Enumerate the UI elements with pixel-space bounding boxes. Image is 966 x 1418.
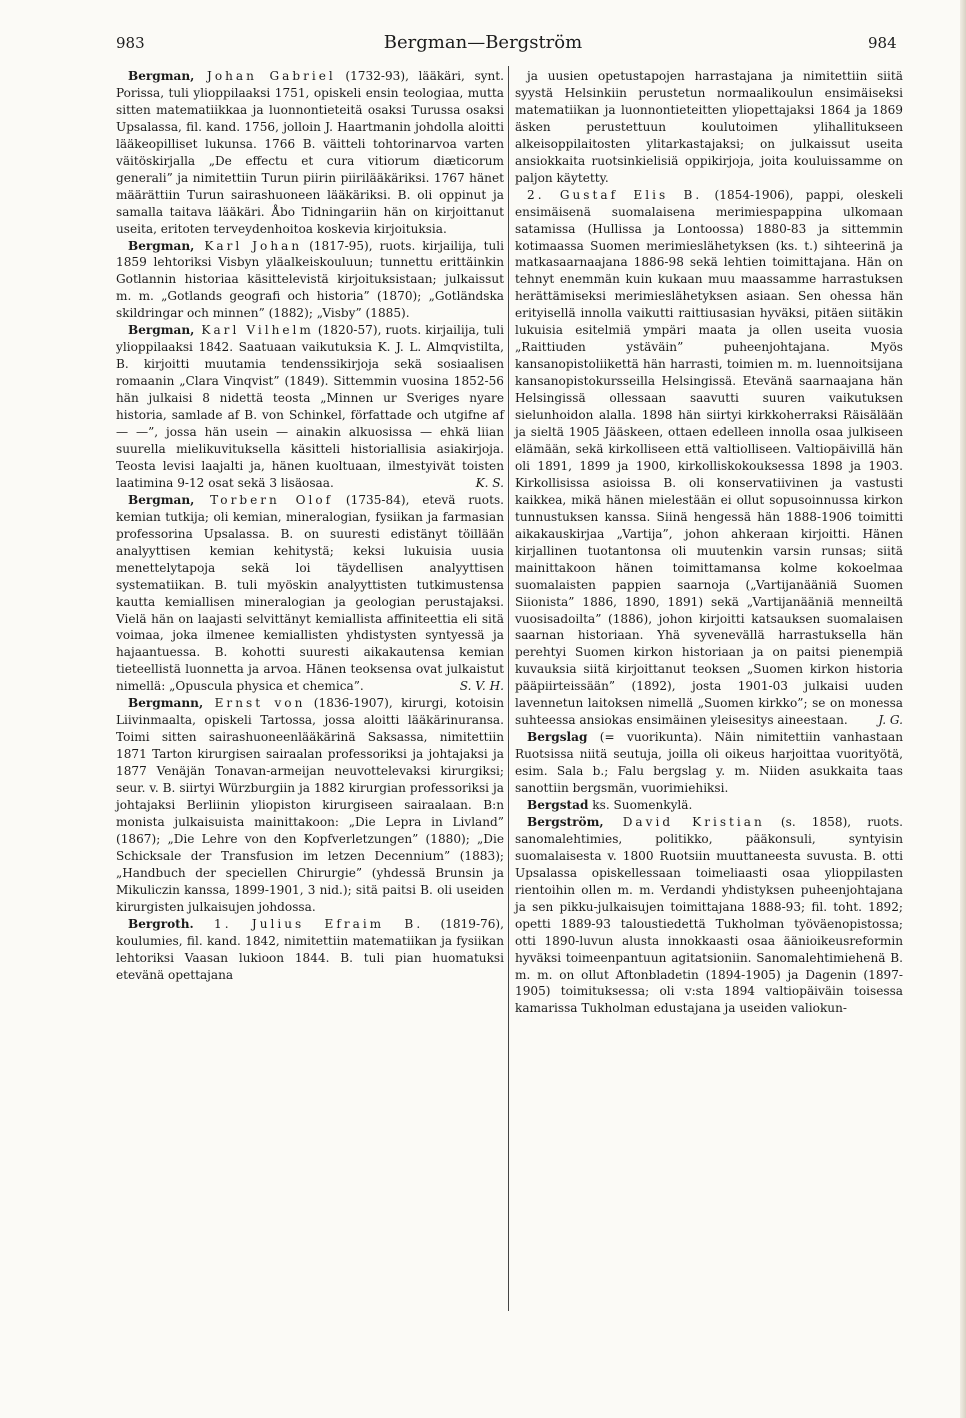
right-entry [515, 187, 903, 730]
entry-text: (= vuorikunta). Näin nimitettiin vanhastaan Ruotsissa niitä seutuja, joilla oli oikeus harjoittaa vuorityötä, esim. Sala b.; Falu bergslag y. m. Niiden asukkaita taas sanottiin bergsmän, vuorimiehiksi. [515, 730, 903, 796]
entry-text: (1735-84), etevä ruots. kemian tutkija; oli kemian, mineralogian, fysiikan ja farmasian professorina Upsalassa. B. on suuresti edistänyt töillään analyyttisen kemian kehitystä; keksi lukuisia uusia menettelytapoja sekä loi täydellisen analyyttisen systematiikan. B. tuli myöskin analyyttisten tutkimustensa kautta kemiallisen mineralogian ja geologian perustajaksi. Vielä hän on laajasti selvittänyt kemiallista affiniteettia eli sitä voimaa, joka ilmenee kemiallisten yhdistysten syntyessä ja hajaantuessa. B. kohotti suuresti aikakautensa kemian tieteellistä luonnetta ja arvoa. Hänen teoksensa ovat julkaistut nimellä: „Opuscula physica et chemica”. [116, 492, 505, 694]
left-entry [116, 322, 504, 492]
headword: Bergman, [128, 323, 195, 338]
right-entry [515, 729, 903, 797]
left-entry [116, 68, 504, 238]
right-entry [515, 797, 903, 814]
author-signature: K. S. [475, 475, 504, 490]
spaced-name: 1. Julius Efraim B. [193, 916, 424, 931]
page-number-left: 983 [116, 34, 145, 52]
right-entry [515, 814, 903, 1017]
headword: Bergmann, [128, 696, 204, 711]
page-header [0, 34, 966, 58]
page-number-right: 984 [868, 34, 897, 52]
entry-text: ja uusien opetustapojen harrastajana ja nimitettiin siitä syystä Helsinkiin perustetun normaalikoulun ensimäiseksi matematiikan ja luonnontieteitten yliopettajaksi 1864 ja 1869 äsken perustettuun koulutoimen ylihallitukseen alkeisoppilaitosten ylitarkastajaksi; on julkaissut useita ansiokkaita ruotsinkielisiä oppikirjoja, joita kouluissamme on paljon käytetty. [515, 69, 903, 185]
author-signature: J. G. [878, 713, 903, 728]
right-column [515, 68, 903, 1017]
entry-text: (1836-1907), kirurgi, kotoisin Liivinmaalta, opiskeli Tartossa, jossa aloitti lääkärinuransa. Toimi sitten sairashuoneenlääkärinä Saksassa, nimitettiin 1871 Tarton kirurgisen sairaalan professoriksi ja johtajaksi ja 1877 Venäjän Tonavan-armeijan neuvottelevaksi kirurgiksi; seur. v. B. siirtyi Würzburgiin ja 1882 kirurgian professoriksi ja johtajaksi Berliinin yliopiston kirurgiseen sairaalaan. B:n monista julkaisuista mainittakoon: „Die Lepra in Livland” (1867); „Die Lehre von den Kopfverletzungen” (1880); „Die Schicksale der Transfusion im letzen Decennium” (1883); „Handbuch der speciellen Chirurgie” (yhdessä Brunsin ja Mikuliczin kanssa, 1899-1901, 3 nid.); sitä paitsi B. oli useiden kirurgisten julkaisujen johdossa. [116, 696, 504, 914]
left-column [116, 68, 504, 983]
spaced-name: Ernst von [203, 696, 306, 711]
headword: Bergman, [128, 238, 195, 253]
spaced-name: Karl Johan [194, 238, 303, 253]
entry-text: (1819-76), koulumies, fil. kand. 1842, nimitettiin matematiikan ja fysiikan lehtoriksi Vaasan lukioon 1844. B. tuli pian huomatuksi etevänä opettajana [116, 916, 504, 982]
spaced-name: 2. Gustaf Elis B. [527, 187, 703, 202]
left-entry [116, 695, 504, 915]
page-edge [960, 0, 966, 1418]
right-entry [515, 68, 903, 187]
headword: Bergman, [128, 69, 195, 83]
headword: Bergstad [527, 797, 589, 812]
headword: Bergroth. [128, 916, 194, 931]
headword: Bergslag [527, 730, 588, 745]
left-entry [116, 238, 504, 323]
entry-text: (s. 1858), ruots. sanomalehtimies, politikko, pääkonsuli, syntyisin suomalaisesta v. 1800 Ruotsiin muuttaneesta suvusta. B. otti Upsalassa opiskellessaan toimeliaasti osaa ylioppilasten rientoihin ollen m. m. Verdandi yhdistyksen puheenjohtajana ja sen pikku-julkaisujen toimittajana 1888-93; fil. toht. 1892; opetti 1889-93 taloustiedettä Tukholman työväenopistossa; otti 1890-luvun alusta innokkaasti osaa äänioikeusreformin hyväksi toimeenpantuun agitatsioniin. Sanomalehtimiehenä B. m. m. on ollut Aftonbladetin (1894-1905) ja Dagenin (1897-1905) toimituksessa; oli v:sta 1894 valtiopäiväin toisessa kamarissa Tukholman edustajana ja useiden valiokun- [515, 814, 904, 1016]
running-head: Bergman—Bergström [383, 32, 583, 53]
spaced-name: Karl Vilhelm [194, 323, 314, 338]
headword: Bergström, [527, 814, 604, 829]
entry-text: (1820-57), ruots. kirjailija, tuli ylioppilaaksi 1842. Saatuaan vaikutuksia K. J. L. Almqvistilta, B. kirjoitti muutamia tendenssikirjoja sekä sosiaalisen romaanin „Clara Vinqvist” (1849). Sittemmin vuosina 1852-56 hän julkaisi 8 nidettä teosta „Minnen ur Sveriges nyare historia, samlade af B. von Schinkel, författade och utgifne af — —”, jossa hän usein — ainakin alkuosissa — ehkä liian suurella mielikuvituksella käsitteli historiallisia asiakirjoja. Teosta levisi laajalti ja, hänen kuoltuaan, ilmestyivät toisten laatimina 9-12 osat sekä 3 lisäosaa. [116, 323, 504, 490]
entry-text: (1817-95), ruots. kirjailija, tuli 1859 lehtoriksi Visbyn yläalkeiskouluun; tunnettu erittäinkin Gotlannin historiaa käsittelevistä kirjoituksistaan; julkaissut m. m. „Gotlands geografi och historia” (1870); „Gotländska skildringar och minnen” (1882); „Visby” (1885). [116, 238, 504, 321]
left-entry [116, 492, 504, 695]
author-signature: S. V. H. [459, 679, 504, 694]
spaced-name: Johan Gabriel [194, 69, 336, 83]
entry-text: (1854-1906), pappi, oleskeli ensimäisenä suomalaisena merimiespappina ulkomaan satamissa (Hullissa ja Lontoossa) 1880-83 ja sittemmin kotimaassa Suomen merimieslähetyksen (ks. t.) sihteerinä ja matkasaarnaajana 1886-98 sekä lehtien toimittajana. Hän on tehnyt enemmän kuin kukaan muu maassamme harrastuksen herättämiseksi merimieslähetyksen asiaan. Sen ohessa hän erityisellä innolla vaikutti raittiusasian hyväksi, pitäen siitäkin lukuisia esitelmiä ympäri maata ja ollen useita vuosia „Raittiuden ystäväin” puheenjohtajana. Myös kansanopistoliikettä hän harrasti, toimien m. m. luennoitsijana kansanopistokursseilla Helsingissä. Etevänä saarnaajana hän Helsingissä ollessaan saavutti suuren vaikutuksen sielunhoidon alalla. 1898 hän siirtyi kirkkoherraksi Räisälään ja sieltä 1905 Jääskeen, ottaen edelleen innolla osaa julkiseen elämään, sekä kirkolliseen että valtiolliseen. Valtiopäivillä hän oli 1891, 1899 ja 1900, kirkolliskokouksessa 1898 ja 1903. Kirkollisissa asioissa B. oli konservatiivinen ja vastusti kaikkea, mikä hänen mielestään ei ollut sopusoinnussa kirkon tunnustuksen kanssa. Siinä hengessä hän 1888-1906 toimitti aikakauskirjaa „Vartija”, johon ahkeraan kirjoitti. Hänen kirjallinen tuotantonsa oli muutenkin varsin runsas; siitä mainittakoon hänen toimittamansa kolme kokoelmaa suomalaisten pappien saarnoja („Vartijanääniä Suomen Siionista” 1886, 1890, 1891) sekä „Vartijanääniä menneiltä vuosisadoilta” (1886), johon kirjoitti katsauksen suomalaisen saarnan historiaan. Yhä syvenevällä harrastuksella hän perehtyi Suomen kirkon historiaan ja on paitsi pienempiä kuvauksia siitä kirjoittanut teoksen „Suomen kirkon historia pääpiirteissään” (1892), josta 1901-03 julkaisi uuden lavennetun laitoksen nimellä „Suomen kirkko”; se on monessa suhteessa ansiokas ensimäinen yleisesitys aineestaan. [515, 187, 903, 728]
spaced-name: Torbern Olof [194, 492, 334, 507]
entry-text: ks. Suomenkylä. [588, 797, 693, 812]
spaced-name: David Kristian [603, 814, 765, 829]
left-entry [116, 916, 504, 984]
column-divider [508, 66, 509, 1311]
entry-text: (1732-93), lääkäri, synt. Porissa, tuli ylioppilaaksi 1751, opiskeli ensin teologiaa, mutta sitten matematiikkaa ja luonnontieteitä osaksi Turussa osaksi Upsalassa, fil. kand. 1756, jolloin J. Haartmanin johdolla aloitti lääkeopilliset lukunsa. 1766 B. väitteli tohtorinarvoa varten väitöskirjalla „De effectu et cura vitiorum diæticorum generali” ja nimitettiin Turun piirin piirilääkäriksi. 1767 hänet määrättiin Turun sairashuoneen lääkäriksi. B. oli oppinut ja samalla taitava lääkäri. Åbo Tidningariin hän on kirjoittanut useita, eritoten terveydenhoitoa koskevia kirjoituksia. [116, 69, 504, 236]
headword: Bergman, [128, 492, 195, 507]
